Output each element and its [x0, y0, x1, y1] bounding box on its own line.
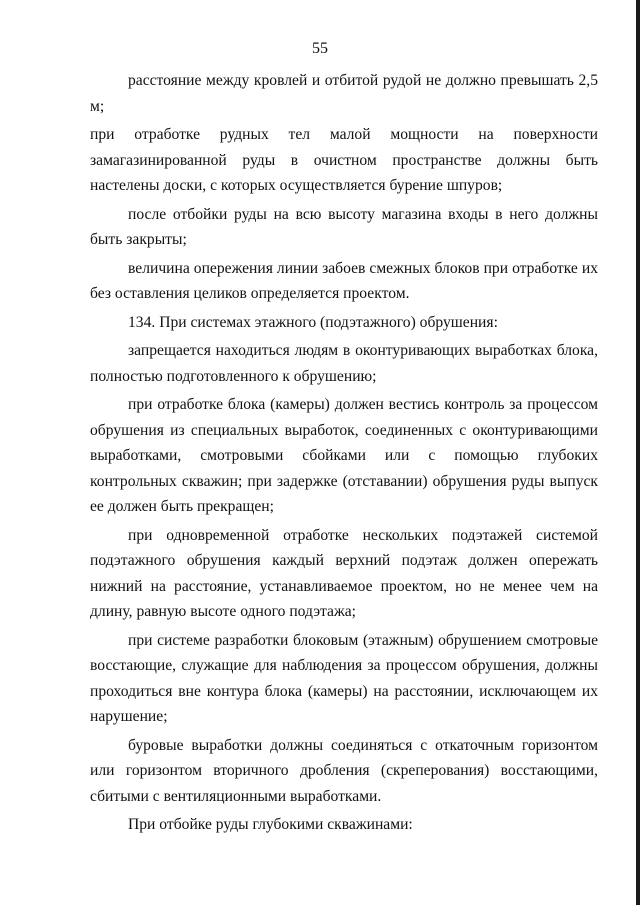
paragraph: при системе разработки блоковым (этажным) обрушением смотровые восстающие, служащие для наблюдения за процессом обрушения, должны проходиться вне контура блока (камеры) на расстоянии, исключающем их нарушение;	[90, 631, 598, 725]
paragraph: буровые выработки должны соединяться с откаточным горизонтом или горизонтом вторичного дробления (скреперования) восстающими, сбитыми с вентиляционными выработками.	[90, 736, 598, 805]
page-number: 55	[312, 40, 328, 57]
paragraph: При отбойке руды глубокими скважинами:	[128, 816, 413, 833]
document-body	[90, 68, 598, 841]
paragraph: после отбойки руды на всю высоту магазина входы в него должны быть закрыты;	[90, 205, 598, 248]
paragraph: запрещается находиться людям в оконтуривающих выработках блока, полностью подготовленного к обрушению;	[90, 342, 598, 385]
paragraph: величина опережения линии забоев смежных блоков при отработке их без оставления целиков определяется проектом.	[90, 259, 598, 302]
page-edge	[636, 0, 640, 905]
section-heading: 134. При системах этажного (подэтажного) обрушения:	[128, 313, 498, 331]
paragraph: при одновременной отработке нескольких подэтажей системой подэтажного обрушения каждый верхний подэтаж должен опережать нижний на расстояние, устанавливаемое проектом, но не менее чем на длину, равную высоте одного подэтажа;	[90, 526, 598, 620]
paragraph: расстояние между кровлей и отбитой рудой не должно превышать 2,5 м;	[90, 72, 598, 115]
paragraph: при отработке блока (камеры) должен вестись контроль за процессом обрушения из специальных выработок, соединенных с оконтуривающими выработками, смотровыми сбойками или с помощью глубоких контрольных скважин; при задержке (отставании) обрушения руды выпуск ее должен быть прекращен;	[90, 396, 598, 515]
paragraph: при отработке рудных тел малой мощности на поверхности замагазинированной руды в очистном пространстве должны быть настелены доски, с которых осуществляется бурение шпуров;	[90, 126, 598, 194]
